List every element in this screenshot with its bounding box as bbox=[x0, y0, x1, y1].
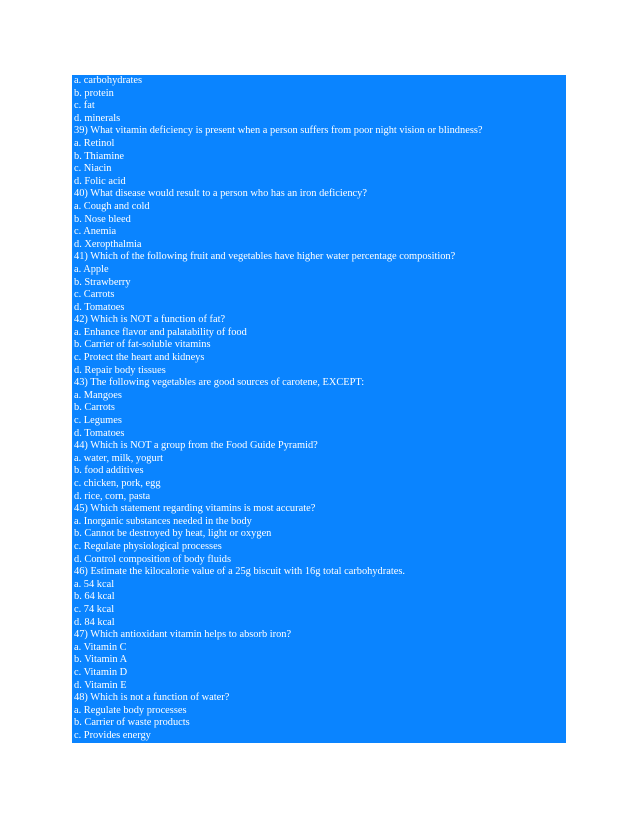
answer-option-line: d. Vitamin E bbox=[74, 679, 127, 691]
answer-option-line: b. protein bbox=[74, 87, 114, 99]
answer-option-line: b. Nose bleed bbox=[74, 213, 131, 225]
answer-option-line: a. Regulate body processes bbox=[74, 704, 187, 716]
answer-option-line: b. Strawberry bbox=[74, 276, 131, 288]
answer-option-line: b. Carrier of waste products bbox=[74, 717, 190, 729]
question-line: 42) Which is NOT a function of fat? bbox=[74, 314, 226, 326]
answer-option-line: c. Carrots bbox=[74, 289, 115, 301]
answer-option-line: c. Provides energy bbox=[74, 729, 151, 741]
answer-option-line: a. water, milk, yogurt bbox=[74, 452, 164, 464]
question-line: 39) What vitamin deficiency is present when a person suffers from poor night vision or blindness? bbox=[74, 125, 483, 137]
answer-option-line: a. Enhance flavor and palatability of food bbox=[74, 326, 247, 338]
question-line: 47) Which antioxidant vitamin helps to absorb iron? bbox=[74, 629, 292, 641]
selected-text-block[interactable] bbox=[72, 75, 566, 743]
answer-option-line: c. 74 kcal bbox=[74, 603, 115, 615]
answer-option-line: d. Tomatoes bbox=[74, 427, 125, 439]
answer-option-line: b. Carrots bbox=[74, 402, 115, 414]
answer-option-line: a. Vitamin C bbox=[74, 641, 127, 653]
answer-option-line: c. Vitamin D bbox=[74, 666, 128, 678]
answer-option-line: b. Thiamine bbox=[74, 150, 125, 162]
answer-option-line: a. 54 kcal bbox=[74, 578, 115, 590]
answer-option-line: b. Cannot be destroyed by heat, light or oxygen bbox=[74, 528, 272, 540]
answer-option-line: d. Tomatoes bbox=[74, 301, 125, 313]
question-line: 48) Which is not a function of water? bbox=[74, 692, 230, 704]
answer-option-line: a. Mangoes bbox=[74, 389, 122, 401]
answer-option-line: d. Repair body tissues bbox=[74, 364, 166, 376]
question-line: 44) Which is NOT a group from the Food Guide Pyramid? bbox=[74, 440, 318, 452]
answer-option-line: c. fat bbox=[74, 100, 95, 112]
answer-option-line: d. Control composition of body fluids bbox=[74, 553, 232, 565]
answer-option-line: c. Protect the heart and kidneys bbox=[74, 352, 205, 364]
answer-option-line: c. Regulate physiological processes bbox=[74, 540, 222, 552]
question-line: 41) Which of the following fruit and vegetables have higher water percentage composition? bbox=[74, 251, 456, 263]
answer-option-line: b. Carrier of fat-soluble vitamins bbox=[74, 339, 211, 351]
answer-option-line: d. Xeropthalmia bbox=[74, 238, 142, 250]
answer-option-line: c. Niacin bbox=[74, 163, 112, 175]
answer-option-line: b. 64 kcal bbox=[74, 591, 115, 603]
question-line: 46) Estimate the kilocalorie value of a 25g biscuit with 16g total carbohydrates. bbox=[74, 566, 405, 578]
answer-option-line: d. Folic acid bbox=[74, 175, 126, 187]
answer-option-line: a. carbohydrates bbox=[74, 75, 143, 86]
answer-option-line: d. rice, corn, pasta bbox=[74, 490, 151, 502]
answer-option-line: c. chicken, pork, egg bbox=[74, 478, 161, 489]
answer-option-line: d. 84 kcal bbox=[74, 616, 115, 628]
question-line: 45) Which statement regarding vitamins is most accurate? bbox=[74, 503, 316, 515]
answer-option-line: b. food additives bbox=[74, 465, 144, 477]
answer-option-line: c. Anemia bbox=[74, 226, 117, 238]
answer-option-line: c. Legumes bbox=[74, 415, 122, 427]
question-line: 40) What disease would result to a person who has an iron deficiency? bbox=[74, 188, 367, 200]
answer-option-line: a. Cough and cold bbox=[74, 200, 150, 212]
answer-option-line: b. Vitamin A bbox=[74, 654, 128, 666]
answer-option-line: d. minerals bbox=[74, 112, 121, 124]
answer-option-line: a. Apple bbox=[74, 263, 109, 275]
question-line: 43) The following vegetables are good sources of carotene, EXCEPT: bbox=[74, 377, 365, 389]
answer-option-line: a. Inorganic substances needed in the body bbox=[74, 515, 252, 527]
answer-option-line: a. Retinol bbox=[74, 137, 115, 149]
